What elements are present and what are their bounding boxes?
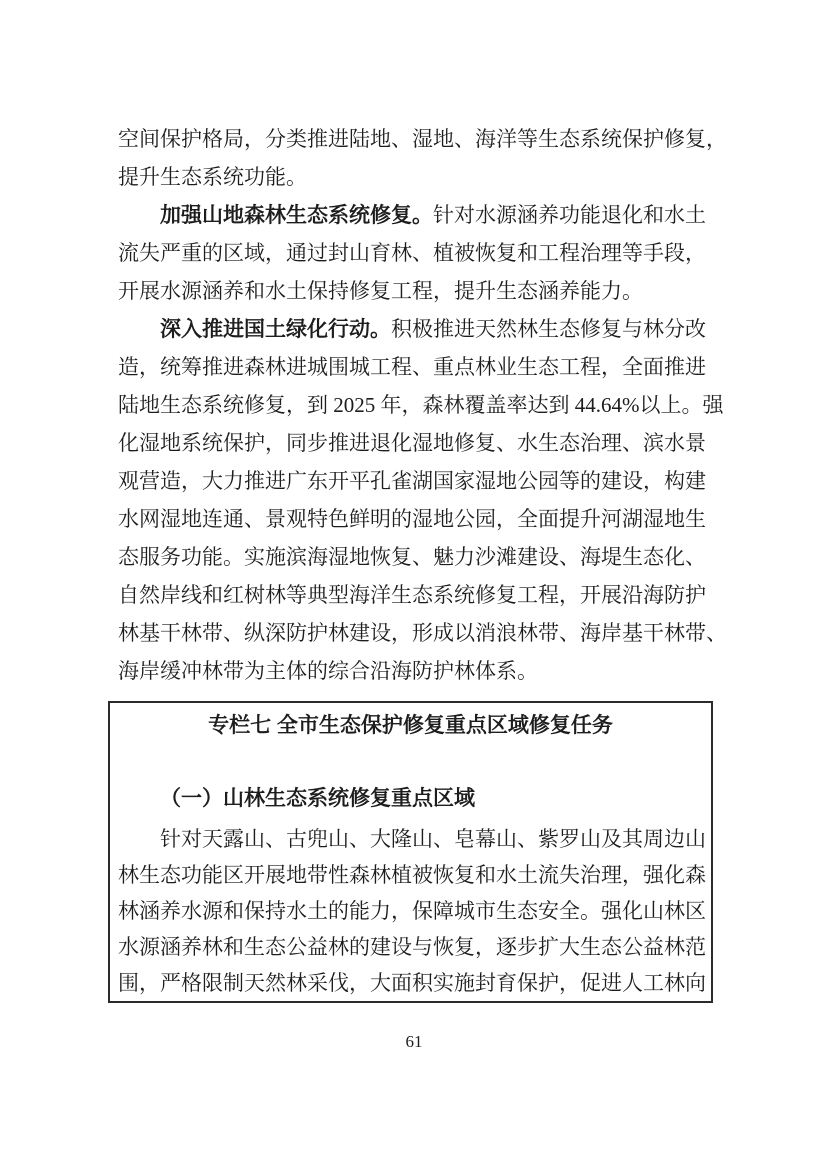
text-line [118,158,710,196]
box-text-line: 围，严格限制天然林采伐，大面积实施封育保护，促进人工林向 [118,971,706,995]
text-run: 态服务功能。实施滨海湿地恢复、魅力沙滩建设、海堤生态化、 [118,545,706,569]
text-run: 针对水源涵养功能退化和水土 [433,203,706,227]
highlight-box [108,701,713,1003]
box-title: 专栏七 全市生态保护修复重点区域修复任务 [208,714,613,737]
text-line [118,500,710,538]
text-run: 化湿地系统保护，同步推进退化湿地修复、水生态治理、滨水景 [118,431,706,455]
text-run: 空间保护格局，分类推进陆地、湿地、海洋等生态系统保护修复， [118,127,727,151]
text-line [118,652,710,690]
text-run: 造，统筹推进森林进城围城工程、重点林业生态工程，全面推进 [118,355,706,379]
text-line [118,614,727,652]
text-line [118,462,710,500]
bold-run: 加强山地森林生态系统修复。 [160,203,433,227]
page-number: 61 [405,1032,423,1051]
text-run: 提升生态系统功能。 [118,165,307,189]
text-run: 开展水源涵养和水土保持修复工程，提升生态涵养能力。 [118,279,643,303]
text-line [118,120,727,158]
box-text-line: 林生态功能区开展地带性森林植被恢复和水土流失治理，强化森 [118,863,706,887]
text-run: 流失严重的区域，通过封山育林、植被恢复和工程治理等手段， [118,241,706,265]
box-text-line: 水源涵养林和生态公益林的建设与恢复，逐步扩大生态公益林范 [118,935,706,959]
text-run: 海岸缓冲林带为主体的综合沿海防护林体系。 [118,659,538,683]
box-text-line: 针对天露山、古兜山、大隆山、皂幕山、紫罗山及其周边山 [160,827,706,851]
text-run: 水网湿地连通、景观特色鲜明的湿地公园，全面提升河湖湿地生 [118,507,706,531]
box-text-line: 林涵养水源和保持水土的能力，保障城市生态安全。强化山林区 [118,899,706,923]
text-run: 观营造，大力推进广东开平孔雀湖国家湿地公园等的建设，构建 [118,469,706,493]
bold-run: 深入推进国土绿化行动。 [160,317,391,341]
text-line [118,386,724,424]
text-line [118,310,710,348]
box-section-heading: （一）山林生态系统修复重点区域 [160,786,475,810]
text-line [118,196,710,234]
text-line [118,424,710,462]
text-line [118,348,710,386]
text-line [118,234,710,272]
text-line [118,272,710,310]
text-run: 积极推进天然林生态修复与林分改 [391,317,706,341]
text-line [118,538,710,576]
text-run: 陆地生态系统修复，到 2025 年，森林覆盖率达到 44.64%以上。强 [118,393,724,417]
box-sections [118,785,711,1001]
box-section-body [118,821,711,1001]
text-run: 自然岸线和红树林等典型海洋生态系统修复工程，开展沿海防护 [118,583,706,607]
text-line [118,576,710,614]
text-run: 林基干林带、纵深防护林建设，形成以消浪林带、海岸基干林带、 [118,621,727,645]
body-text [118,120,727,690]
page-content [118,120,727,1053]
